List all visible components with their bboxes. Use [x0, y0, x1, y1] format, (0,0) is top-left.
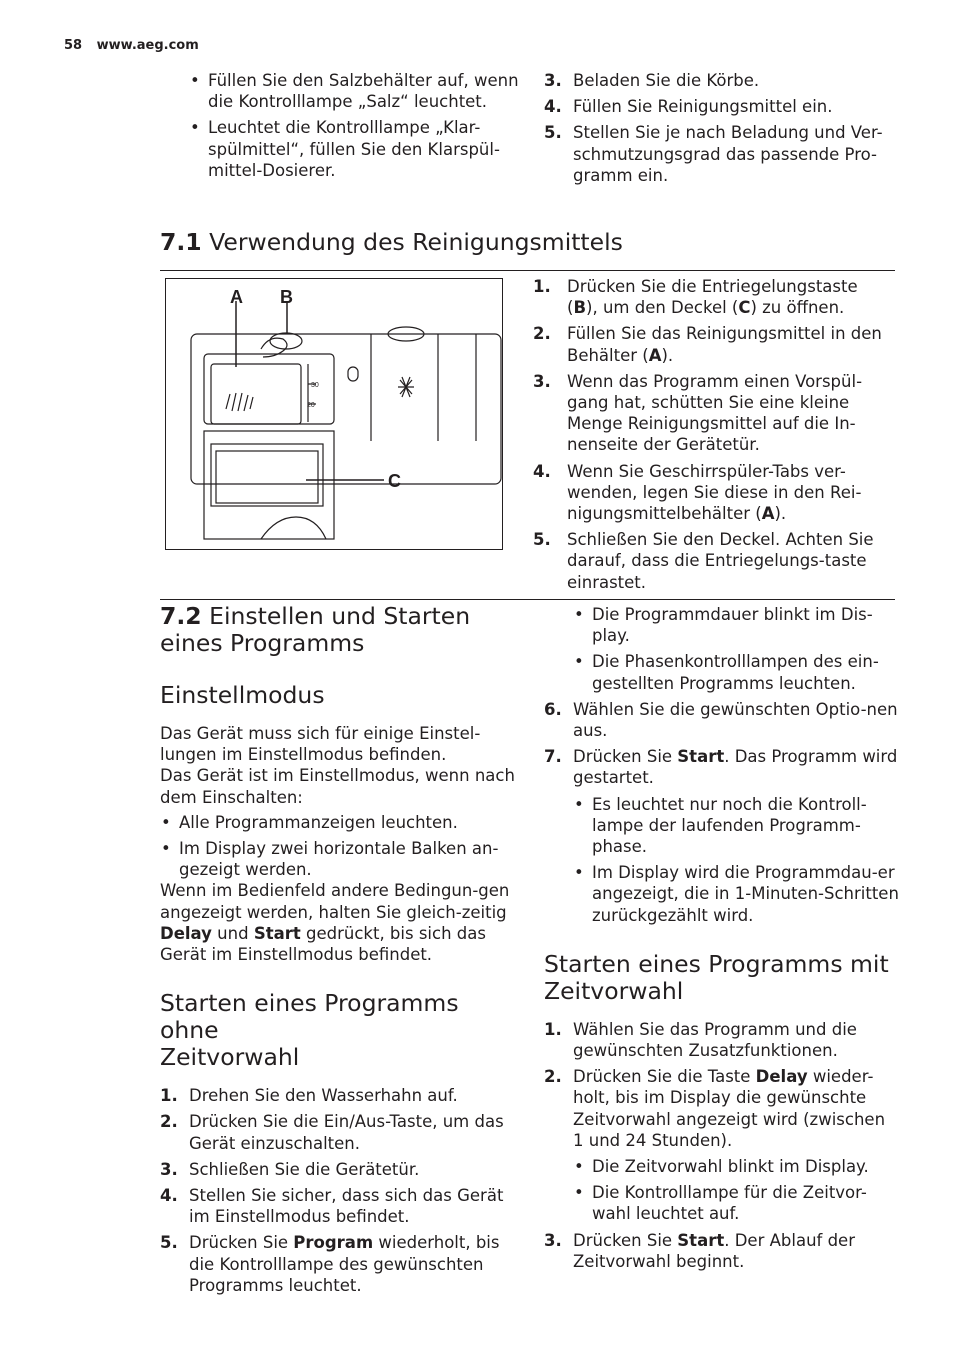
heading-mit-zeitvorwahl: Starten eines Programms mit Zeitvorwahl — [544, 949, 889, 1005]
step-item: 5. Schließen Sie den Deckel. Achten Sie darauf, dass die Entriegelungs-taste einrastet. — [533, 530, 874, 592]
step-item: 2. Füllen Sie das Reinigungsmittel in den Behälter (A). — [533, 324, 882, 365]
list-item: • Es leuchtet nur noch die Kontroll-lampe der laufenden Programm-phase. — [573, 794, 899, 858]
detergent-dispenser-figure — [165, 278, 503, 550]
dispenser-drawing — [166, 279, 502, 549]
step-item: 4. Wenn Sie Geschirrspüler-Tabs ver-wenden, legen Sie diese in den Rei-nigungsmittelbehälter (A). — [533, 461, 862, 524]
section-72-left — [160, 603, 515, 1301]
top-right-steps — [544, 70, 899, 191]
section-rule — [160, 599, 895, 600]
label-c: C — [388, 471, 401, 491]
step-item: 5. Stellen Sie je nach Beladung und Ver-schmutzungsgrad das passende Pro-gramm ein. — [544, 123, 883, 185]
page-number: 58 — [64, 38, 83, 53]
list-item: • Im Display zwei horizontale Balken an-gezeigt werden. — [160, 838, 515, 880]
top-left-bullets — [189, 70, 519, 186]
scale-30: 30 — [311, 382, 319, 389]
section-heading-7-1: 7.1 Verwendung des Reinigungsmittels — [160, 228, 623, 256]
step-item: 6. Wählen Sie die gewünschten Optio-nen aus. — [544, 699, 898, 741]
section-heading-7-2: 7.2 Einstellen und Starten eines Programms — [160, 602, 471, 657]
site-url: www.aeg.com — [96, 38, 199, 53]
list-item: • Die Programmdauer blinkt im Dis-play. — [573, 604, 899, 646]
section-rule — [160, 270, 895, 271]
step-item: 3. Beladen Sie die Körbe. — [544, 71, 760, 90]
label-a: A — [230, 287, 243, 307]
page-header — [64, 38, 209, 53]
list-item: • Die Zeitvorwahl blinkt im Display. — [573, 1156, 899, 1177]
label-b: B — [280, 287, 293, 307]
list-item: • Alle Programmanzeigen leuchten. — [160, 812, 515, 833]
step-item: 1. Wählen Sie das Programm und die gewünschten Zusatzfunktionen. — [544, 1019, 857, 1061]
step-item: 3. Wenn das Programm einen Vorspül-gang hat, schütten Sie eine kleine Menge Reinigungsmittel auf die In-nenseite der Gerätetür. — [533, 371, 863, 455]
step-item: 7. Drücken Sie Start. Das Programm wird gestartet. — [544, 747, 898, 788]
list-item: • Leuchtet die Kontrolllampe „Klar-spülmittel“, füllen Sie den Klarspül-mittel-Dosierer. — [189, 117, 519, 181]
step-item: 4. Stellen Sie sicher, dass sich das Gerät im Einstellmodus befindet. — [160, 1186, 504, 1227]
section-72-right — [544, 604, 899, 1277]
step-item: 4. Füllen Sie Reinigungsmittel ein. — [544, 97, 833, 117]
paragraph: Das Gerät ist im Einstellmodus, wenn nach dem Einschalten: — [160, 766, 515, 807]
step-item: 2. Drücken Sie die Taste Delay wieder-holt, bis im Display die gewünschte Zeitvorwahl angezeigt wird (zwischen 1 und 24 Stunden). — [544, 1067, 886, 1150]
step-item: 1. Drücken Sie die Entriegelungstaste (B), um den Deckel (C) zu öffnen. — [533, 277, 858, 318]
step-item: 2. Drücken Sie die Ein/Aus-Taste, um das Gerät einzuschalten. — [160, 1112, 504, 1153]
list-item: • Die Kontrolllampe für die Zeitvor-wahl leuchtet auf. — [573, 1182, 899, 1224]
step-item: 5. Drücken Sie Program wiederholt, bis die Kontrolllampe des gewünschten Programms leuchtet. — [160, 1233, 500, 1295]
list-item: • Die Phasenkontrolllampen des ein-gestellten Programms leuchten. — [573, 651, 899, 693]
paragraph: Wenn im Bedienfeld andere Bedingun-gen angezeigt werden, halten Sie gleich-zeitig Delay und Start gedrückt, bis sich das Gerät im Einstellmodus befindet. — [160, 881, 510, 965]
step-item: 1. Drehen Sie den Wasserhahn auf. — [160, 1086, 458, 1106]
scale-20: 20 — [307, 402, 315, 409]
list-item: • Im Display wird die Programmdau-er angezeigt, die in 1-Minuten-Schritten zurückgezählt wird. — [573, 862, 899, 926]
heading-einstellmodus: Einstellmodus — [160, 681, 325, 709]
step-item: 3. Drücken Sie Start. Der Ablauf der Zeitvorwahl beginnt. — [544, 1230, 855, 1271]
paragraph: Das Gerät muss sich für einige Einstel-lungen im Einstellmodus befinden. — [160, 724, 481, 765]
list-item: • Füllen Sie den Salzbehälter auf, wenn die Kontrolllampe „Salz“ leuchtet. — [189, 70, 519, 112]
section-71-steps — [533, 276, 888, 598]
step-item: 3. Schließen Sie die Gerätetür. — [160, 1159, 420, 1179]
heading-ohne-zeitvorwahl: Starten eines Programms ohne Zeitvorwahl — [160, 989, 459, 1072]
